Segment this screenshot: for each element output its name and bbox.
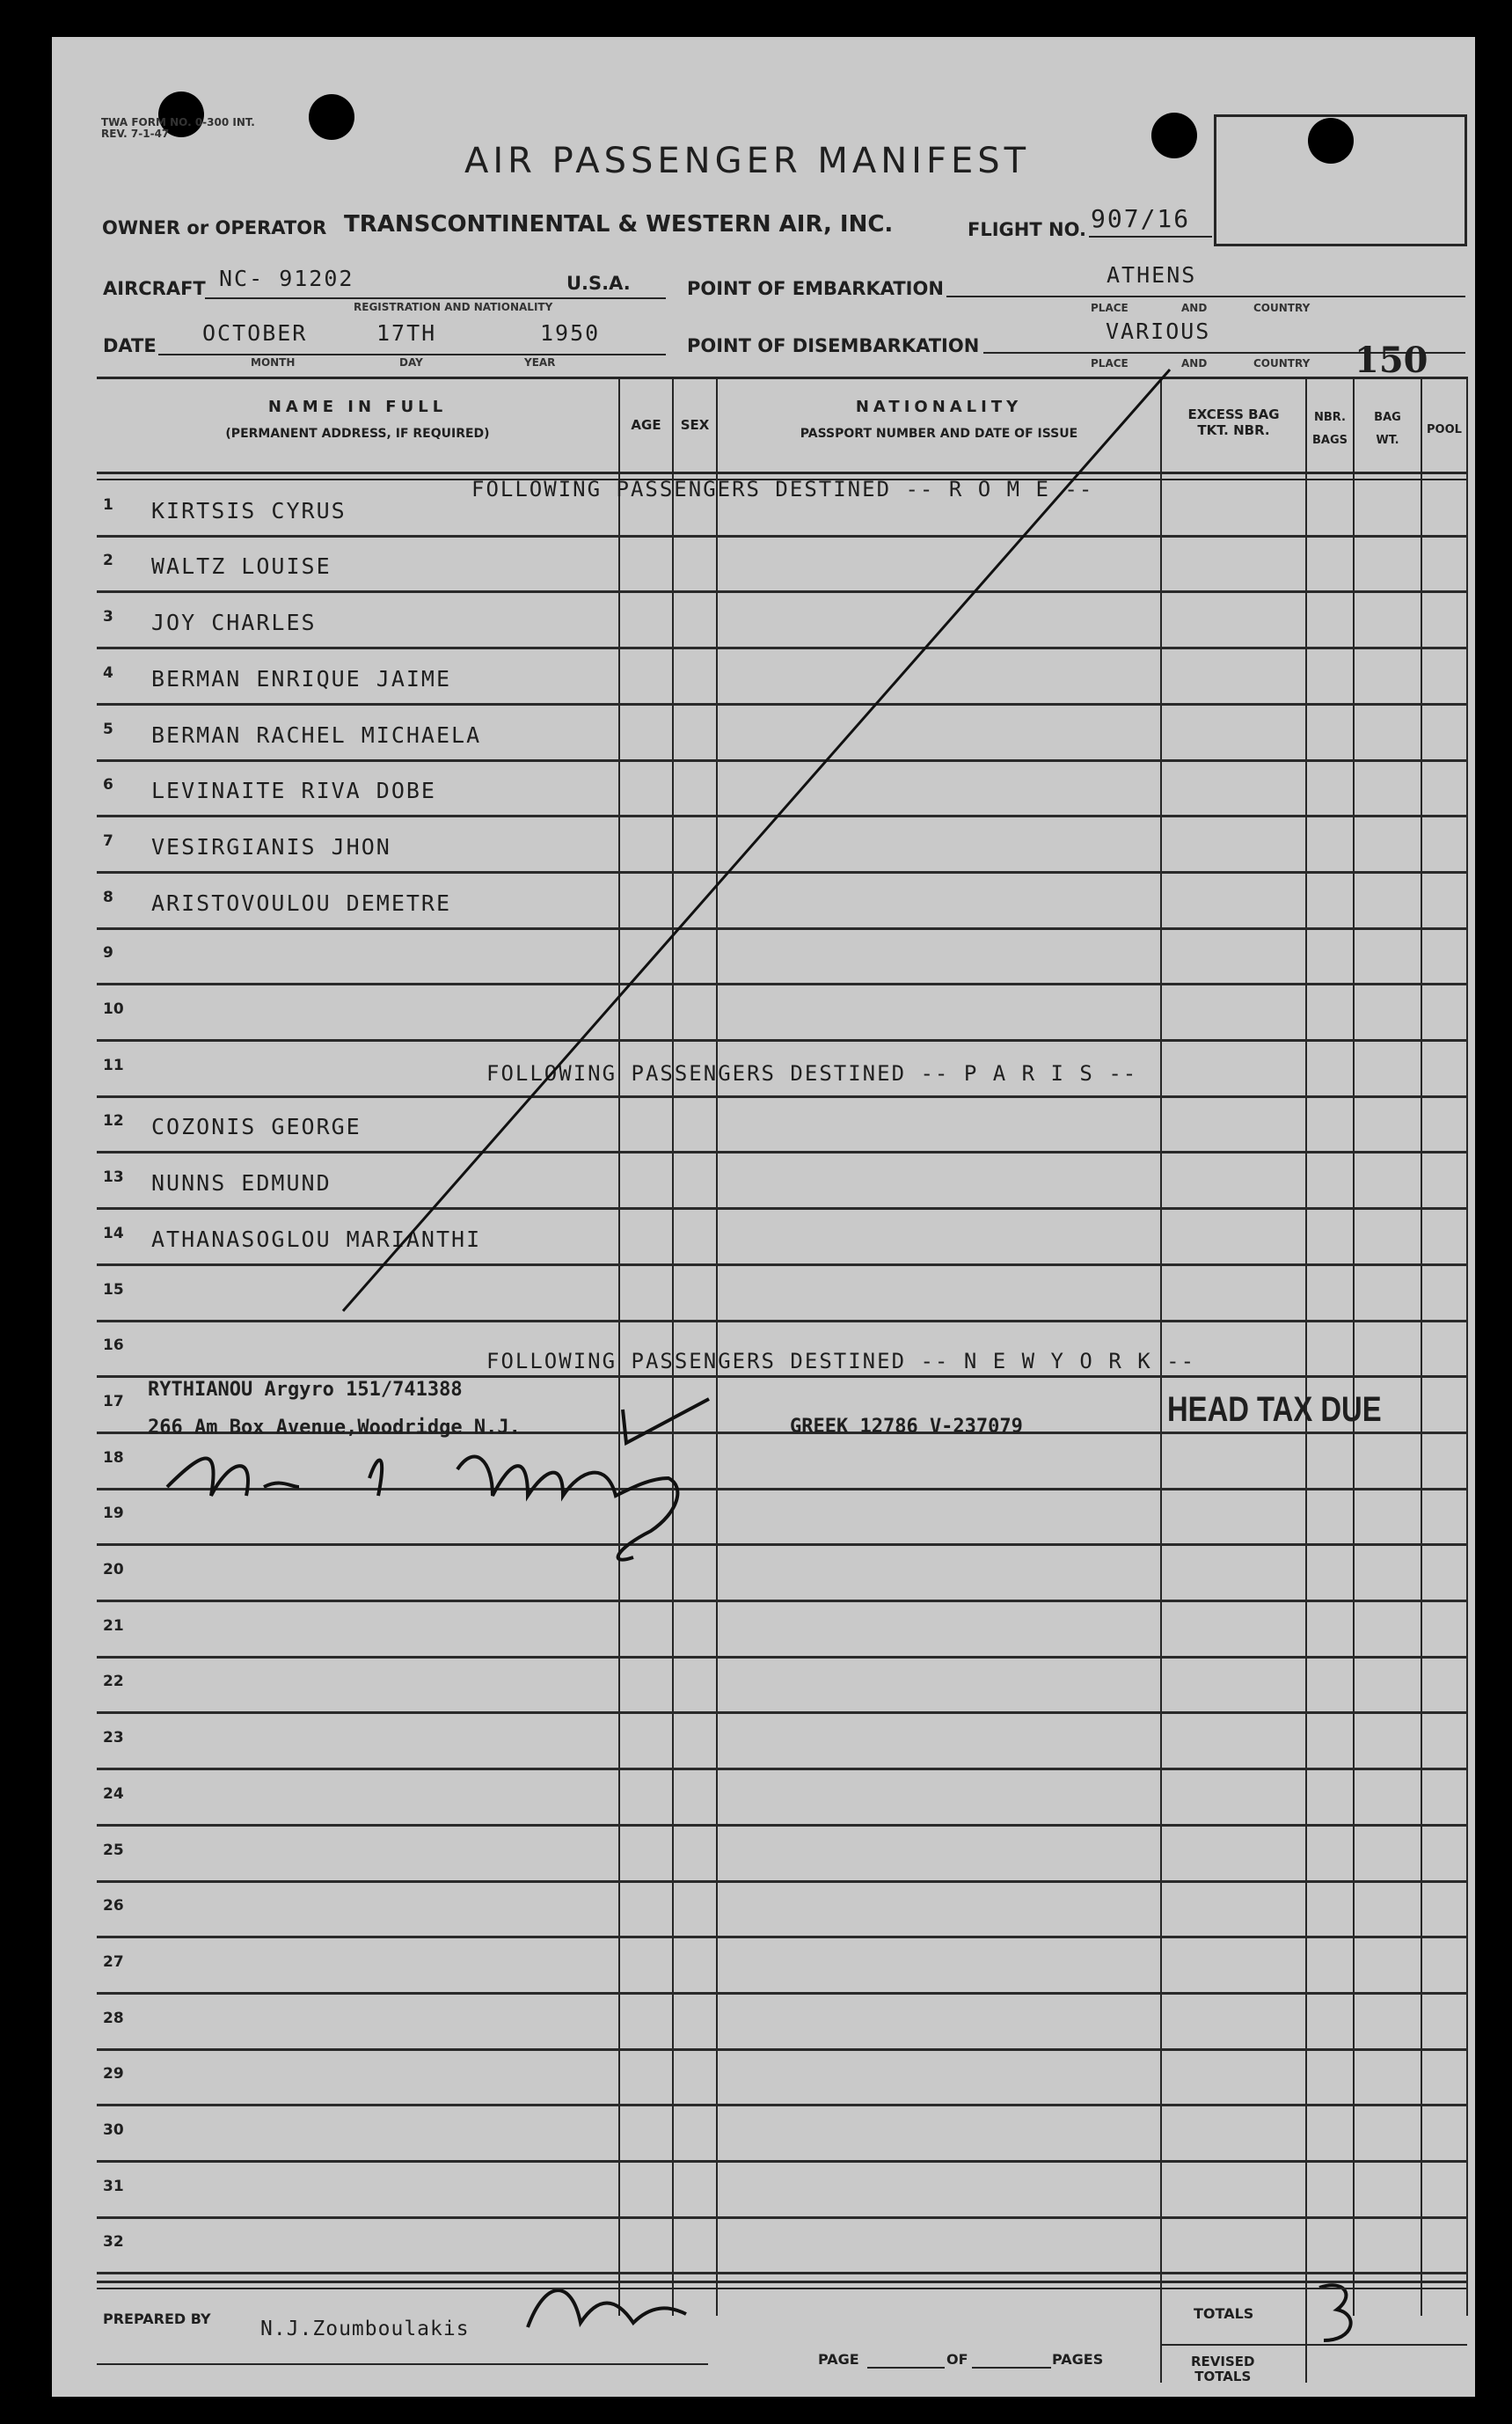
row-number: 27 — [103, 1953, 124, 1971]
row-number: 15 — [103, 1281, 124, 1299]
passenger-name: BERMAN RACHEL MICHAELA — [151, 722, 482, 748]
row-number: 19 — [103, 1505, 124, 1522]
revised-line1: REVISED — [1191, 2354, 1255, 2369]
row-number: 22 — [103, 1673, 124, 1690]
row-number: 26 — [103, 1897, 124, 1915]
passenger-name: RYTHIANOU Argyro 151/741388 — [148, 1379, 463, 1401]
footer-top-line-2 — [97, 2288, 1467, 2289]
form-number-text: TWA FORM NO. 0-300 INT. — [101, 116, 255, 128]
checkmark — [623, 1399, 709, 1443]
row-number: 31 — [103, 2178, 124, 2195]
passenger-name: ARISTOVOULOU DEMETRE — [151, 890, 452, 916]
row-number: 23 — [103, 1729, 124, 1747]
col-name-title: NAME IN FULL — [267, 398, 448, 416]
registration-caption: REGISTRATION AND NATIONALITY — [354, 301, 553, 313]
aircraft-value: NC- 91202 — [219, 266, 354, 291]
section-note-rome: FOLLOWING PASSENGERS DESTINED -- R O M E -- — [471, 477, 1094, 502]
row-number: 14 — [103, 1225, 124, 1242]
row-number: 29 — [103, 2065, 124, 2083]
row-number: 12 — [103, 1112, 124, 1130]
row17-address: 266 Am Box Avenue,Woodridge N.J. — [148, 1417, 521, 1439]
country-caption-2: COUNTRY — [1253, 357, 1311, 370]
flight-value: 907/16 — [1091, 204, 1191, 233]
col-excess-line2: TKT. NBR. — [1197, 422, 1270, 438]
aircraft-country: U.S.A. — [566, 273, 631, 294]
page-blank — [867, 2367, 945, 2369]
col-nationality-subtitle: PASSPORT NUMBER AND DATE OF ISSUE — [800, 427, 1078, 441]
of-blank — [972, 2367, 1051, 2369]
head-tax-stamp: HEAD TAX DUE — [1167, 1390, 1382, 1429]
passenger-name: WALTZ LOUISE — [151, 553, 332, 579]
col-weight-line1: BAG — [1374, 411, 1401, 424]
prepared-value: N.J.Zoumboulakis — [260, 2318, 470, 2340]
passenger-name: KIRTSIS CYRUS — [151, 498, 347, 524]
col-name-subtitle: (PERMANENT ADDRESS, IF REQUIRED) — [225, 427, 490, 441]
page-label: PAGE — [818, 2351, 859, 2368]
revised-line2: TOTALS — [1194, 2369, 1252, 2384]
row-number: 28 — [103, 2010, 124, 2027]
of-label: OF — [946, 2351, 968, 2368]
owner-label: OWNER or OPERATOR — [102, 217, 327, 238]
section-note-paris: FOLLOWING PASSENGERS DESTINED -- P A R I S -- — [486, 1061, 1138, 1086]
country-caption: COUNTRY — [1253, 302, 1311, 314]
manifest-number: 150 — [1355, 340, 1428, 381]
row-number: 25 — [103, 1842, 124, 1859]
row-number: 16 — [103, 1336, 124, 1354]
prepared-label: PREPARED BY — [103, 2310, 211, 2327]
row-number: 10 — [103, 1000, 124, 1018]
row-number: 18 — [103, 1449, 124, 1467]
date-day: 17TH — [376, 320, 437, 346]
diagonal-strike-line — [343, 370, 1170, 1311]
section-note-new-york: FOLLOWING PASSENGERS DESTINED -- N E W Y O R K -- — [486, 1349, 1196, 1373]
row-number: 2 — [103, 552, 113, 569]
passenger-name: JOY CHARLES — [151, 610, 317, 635]
prepared-underline — [97, 2363, 708, 2365]
date-month: OCTOBER — [202, 320, 308, 346]
disembark-label: POINT OF DISEMBARKATION — [687, 335, 980, 356]
date-label: DATE — [103, 335, 157, 356]
flight-label: FLIGHT NO. — [968, 219, 1086, 240]
row-number: 9 — [103, 944, 113, 962]
and-caption: AND — [1181, 302, 1208, 314]
embark-label: POINT OF EMBARKATION — [687, 278, 944, 299]
passenger-name: COZONIS GEORGE — [151, 1114, 362, 1139]
day-caption: DAY — [399, 356, 423, 369]
initials-scribble — [528, 2290, 686, 2327]
col-excess-line1: EXCESS BAG — [1187, 406, 1280, 422]
signature-scribble — [167, 1457, 677, 1560]
owner-value: TRANSCONTINENTAL & WESTERN AIR, INC. — [344, 211, 894, 238]
passenger-name: VESIRGIANIS JHON — [151, 834, 391, 860]
row-number: 13 — [103, 1168, 124, 1186]
col-weight-line2: WT. — [1376, 434, 1399, 447]
passenger-name: ATHANASOGLOU MARIANTHI — [151, 1227, 482, 1252]
row-number: 4 — [103, 664, 113, 682]
form-revision: REV. 7-1-47 — [101, 128, 170, 140]
row-number: 3 — [103, 608, 113, 626]
row-number: 8 — [103, 889, 113, 906]
embark-value: ATHENS — [1107, 262, 1197, 288]
totals-divider — [1160, 2344, 1467, 2346]
year-caption: YEAR — [524, 356, 556, 369]
passenger-name: NUNNS EDMUND — [151, 1170, 332, 1196]
col-bags-line2: BAGS — [1311, 434, 1348, 447]
col-sex-header: SEX — [680, 417, 710, 433]
col-bags-line1: NBR. — [1314, 411, 1346, 424]
disembark-value: VARIOUS — [1106, 319, 1211, 344]
month-caption: MONTH — [251, 356, 296, 369]
row-number: 21 — [103, 1617, 124, 1635]
footer-top-line — [97, 2281, 1467, 2283]
row17-nationality: GREEK 12786 V-237079 — [790, 1416, 1023, 1438]
revised-totals — [1191, 2354, 1255, 2384]
row-number: 1 — [103, 496, 113, 514]
row-number: 32 — [103, 2233, 124, 2251]
passenger-name: BERMAN ENRIQUE JAIME — [151, 666, 452, 692]
row-number: 5 — [103, 721, 113, 738]
and-caption-2: AND — [1181, 357, 1208, 370]
row-number: 20 — [103, 1561, 124, 1578]
passenger-name: LEVINAITE RIVA DOBE — [151, 778, 436, 803]
col-age-header: AGE — [631, 417, 661, 433]
date-year: 1950 — [540, 320, 601, 346]
row-number: 7 — [103, 832, 113, 850]
row-number: 17 — [103, 1393, 124, 1410]
row-number: 30 — [103, 2121, 124, 2139]
row-number: 11 — [103, 1057, 124, 1074]
page-title: AIR PASSENGER MANIFEST — [464, 141, 1031, 181]
col-nationality-title: NATIONALITY — [855, 398, 1023, 416]
col-pool-header: POOL — [1427, 423, 1462, 436]
totals-mark — [1319, 2285, 1351, 2340]
row-number: 24 — [103, 1785, 124, 1803]
aircraft-label: AIRCRAFT — [103, 278, 206, 299]
pages-label: PAGES — [1052, 2351, 1104, 2368]
totals-label: TOTALS — [1194, 2305, 1254, 2322]
row-number: 6 — [103, 776, 113, 794]
place-caption-2: PLACE — [1091, 357, 1129, 370]
place-caption: PLACE — [1091, 302, 1129, 314]
